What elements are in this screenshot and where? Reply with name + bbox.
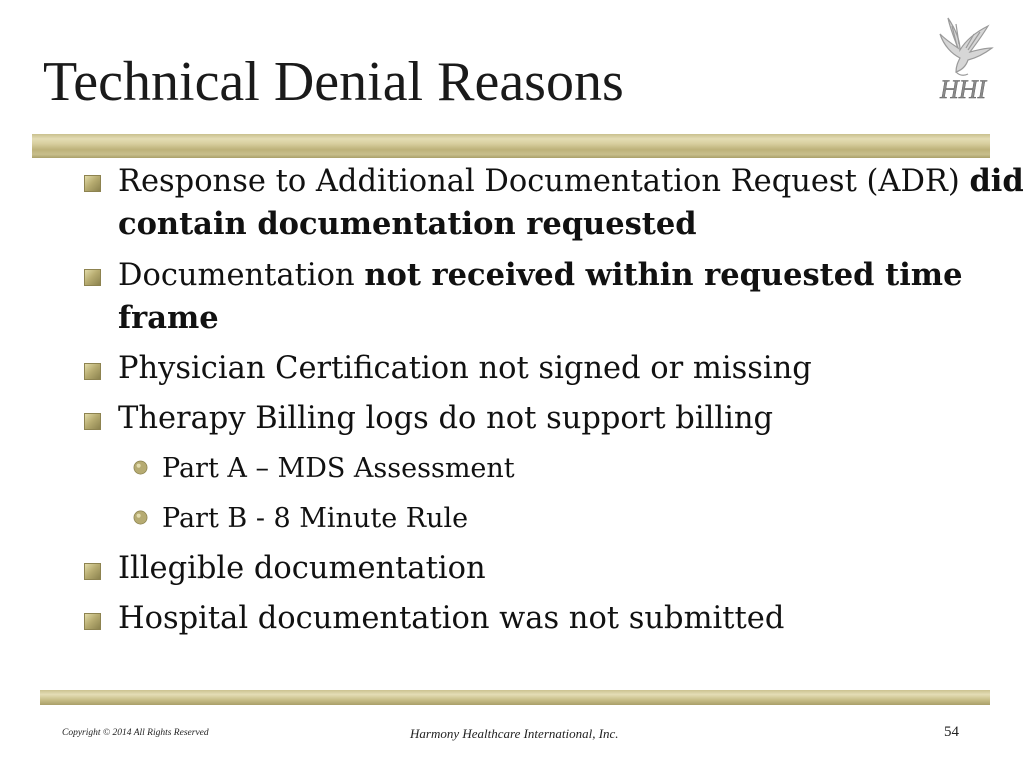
bullet-item-hospital-documentation <box>0 598 1024 640</box>
footer-company-name: Harmony Healthcare International, Inc. <box>410 726 619 741</box>
subbullet-item-part-b <box>0 498 1024 540</box>
square-bullet-icon <box>84 613 101 630</box>
bullet-item-physician-certification <box>0 348 1024 390</box>
footer-divider-bar <box>40 690 990 705</box>
bullet-text: Therapy Billing logs do not support billing <box>118 401 774 436</box>
bullet-item-therapy-billing <box>0 398 1024 440</box>
bullet-item-adr-response <box>0 160 1024 246</box>
bullet-bold-text: did contain documentation requested <box>118 163 1024 242</box>
bullet-text: Illegible documentation <box>118 551 486 586</box>
footer-copyright: Copyright © 2014 All Rights Reserved <box>62 728 209 738</box>
title-divider-bar <box>32 134 990 158</box>
bullet-text: Response to Additional Documentation Request (ADR) <box>118 164 970 199</box>
square-bullet-icon <box>84 413 101 430</box>
square-bullet-icon <box>84 175 101 192</box>
subbullet-text: Part B - 8 Minute Rule <box>162 503 469 534</box>
square-bullet-icon <box>84 363 101 380</box>
bullet-bold-text: not received within requested time frame <box>118 257 963 336</box>
square-bullet-icon <box>84 269 101 286</box>
subbullet-item-part-a <box>0 448 1024 490</box>
bullet-text: Hospital documentation was not submitted <box>118 601 785 636</box>
bullet-item-documentation-late <box>0 254 1024 340</box>
hhi-dove-logo <box>926 10 1002 106</box>
bullet-text: Documentation <box>118 258 365 293</box>
slide-number: 54 <box>944 724 959 740</box>
bullet-item-illegible <box>0 548 1024 590</box>
subbullet-text: Part A – MDS Assessment <box>162 453 515 484</box>
logo-text: HHI <box>940 75 987 104</box>
slide-title: Technical Denial Reasons <box>43 51 624 113</box>
bullet-list <box>0 160 1024 648</box>
bullet-text: Physician Certification not signed or missing <box>118 351 812 386</box>
flower-bullet-icon <box>133 460 148 475</box>
flower-bullet-icon <box>133 510 148 525</box>
square-bullet-icon <box>84 563 101 580</box>
